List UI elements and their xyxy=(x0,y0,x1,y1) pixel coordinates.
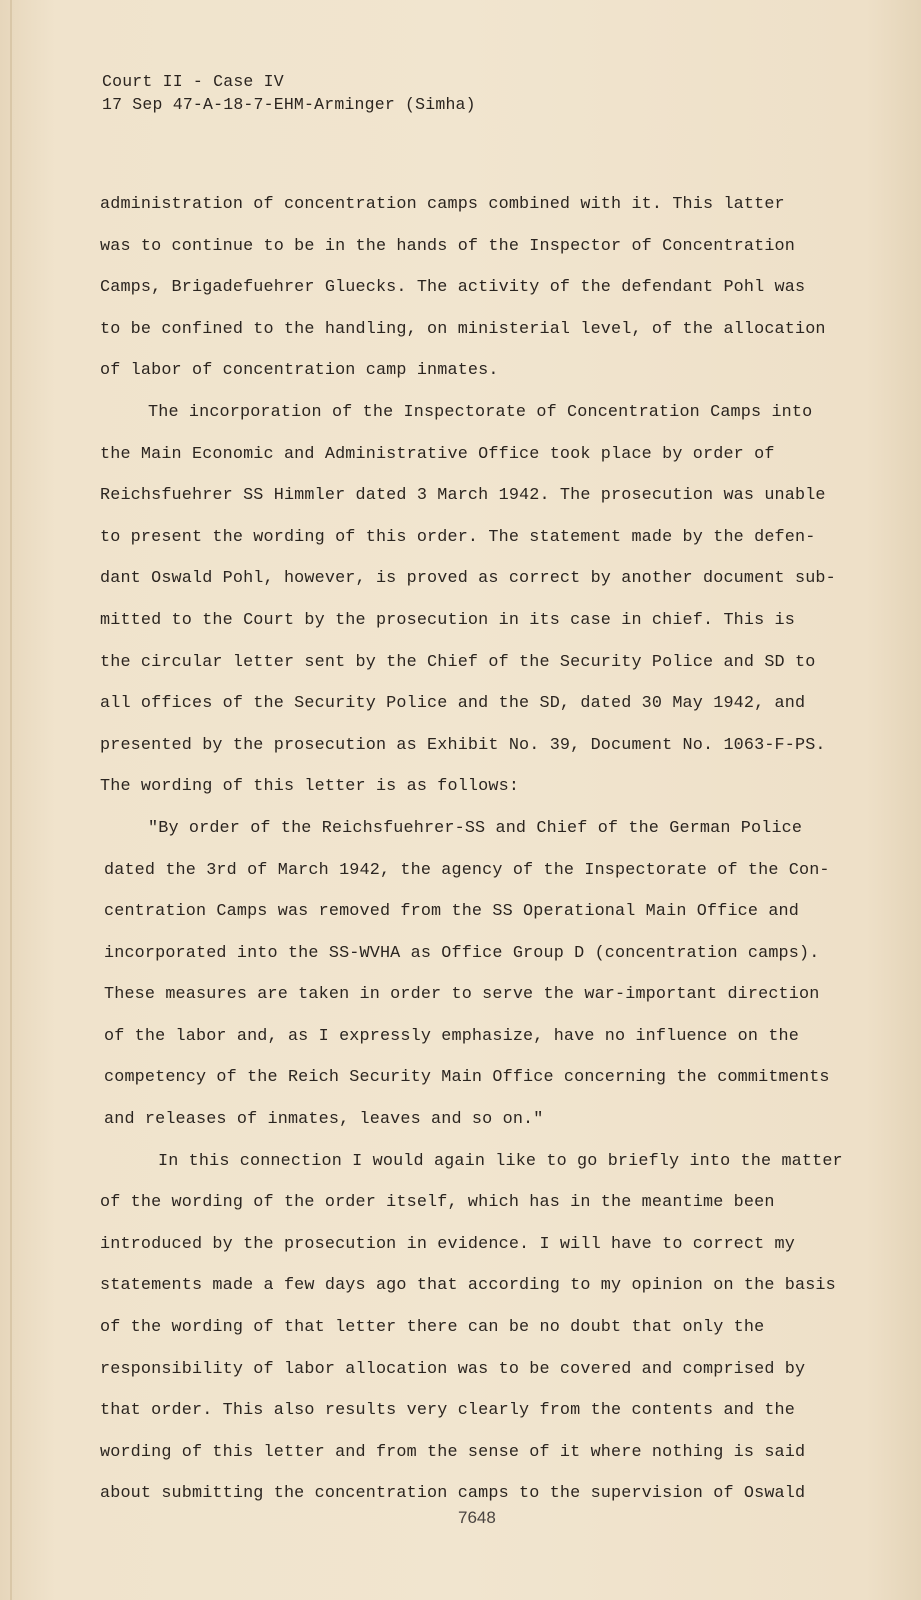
header-reference-line: 17 Sep 47-A-18-7-EHM-Arminger (Simha) xyxy=(102,95,476,114)
body-line: statements made a few days ago that according to my opinion on the basis xyxy=(100,1276,836,1296)
quote-line: of the labor and, as I expressly emphasize, have no influence on the xyxy=(104,1026,799,1046)
body-line: administration of concentration camps combined with it. This latter xyxy=(100,195,785,214)
document-body xyxy=(100,184,843,1515)
body-line: Camps, Brigadefuehrer Gluecks. The activity of the defendant Pohl was xyxy=(100,278,806,298)
document-header xyxy=(102,70,476,116)
quote-line: dated the 3rd of March 1942, the agency of the Inspectorate of the Con- xyxy=(104,860,830,880)
quote-line: competency of the Reich Security Main Office concerning the commitments xyxy=(104,1068,830,1088)
body-line: the Main Economic and Administrative Office took place by order of xyxy=(100,444,775,464)
body-line: about submitting the concentration camps to the supervision of Oswald xyxy=(100,1484,806,1504)
body-line: of the wording of that letter there can be no doubt that only the xyxy=(100,1318,765,1338)
body-line: to be confined to the handling, on ministerial level, of the allocation xyxy=(100,319,826,339)
quote-line: centration Camps was removed from the SS Operational Main Office and xyxy=(104,902,799,922)
page-number: 7648 xyxy=(458,1508,496,1527)
body-line: all offices of the Security Police and the SD, dated 30 May 1942, and xyxy=(100,694,806,714)
quote-line: and releases of inmates, leaves and so on." xyxy=(104,1110,544,1130)
body-line: the circular letter sent by the Chief of the Security Police and SD to xyxy=(100,652,816,672)
body-line: of labor of concentration camp inmates. xyxy=(100,361,499,381)
quote-line: incorporated into the SS-WVHA as Office Group D (concentration camps). xyxy=(104,943,820,963)
body-line: dant Oswald Pohl, however, is proved as correct by another document sub- xyxy=(100,569,836,589)
body-line: mitted to the Court by the prosecution in its case in chief. This is xyxy=(100,610,795,630)
body-line: to present the wording of this order. The statement made by the defen- xyxy=(100,527,816,547)
quote-line: These measures are taken in order to serve the war-important direction xyxy=(104,985,820,1005)
body-line: that order. This also results very clearly from the contents and the xyxy=(100,1401,795,1421)
quote-start-line: "By order of the Reichsfuehrer-SS and Chief of the German Police xyxy=(148,818,803,838)
body-line: presented by the prosecution as Exhibit No. 39, Document No. 1063-F-PS. xyxy=(100,735,826,755)
body-line: of the wording of the order itself, which has in the meantime been xyxy=(100,1193,775,1213)
body-line: was to continue to be in the hands of the Inspector of Concentration xyxy=(100,236,795,256)
header-court-line: Court II - Case IV xyxy=(102,72,284,91)
body-line: responsibility of labor allocation was to be covered and comprised by xyxy=(100,1359,806,1379)
body-line: wording of this letter and from the sense of it where nothing is said xyxy=(100,1442,806,1462)
page-edge-line xyxy=(10,0,12,1600)
paragraph-start-line: The incorporation of the Inspectorate of Concentration Camps into xyxy=(148,402,813,422)
body-line: Reichsfuehrer SS Himmler dated 3 March 1942. The prosecution was unable xyxy=(100,486,826,506)
body-line: The wording of this letter is as follows: xyxy=(100,777,520,797)
body-line: introduced by the prosecution in evidence. I will have to correct my xyxy=(100,1234,795,1254)
paragraph-start-line: In this connection I would again like to go briefly into the matter xyxy=(158,1151,843,1171)
